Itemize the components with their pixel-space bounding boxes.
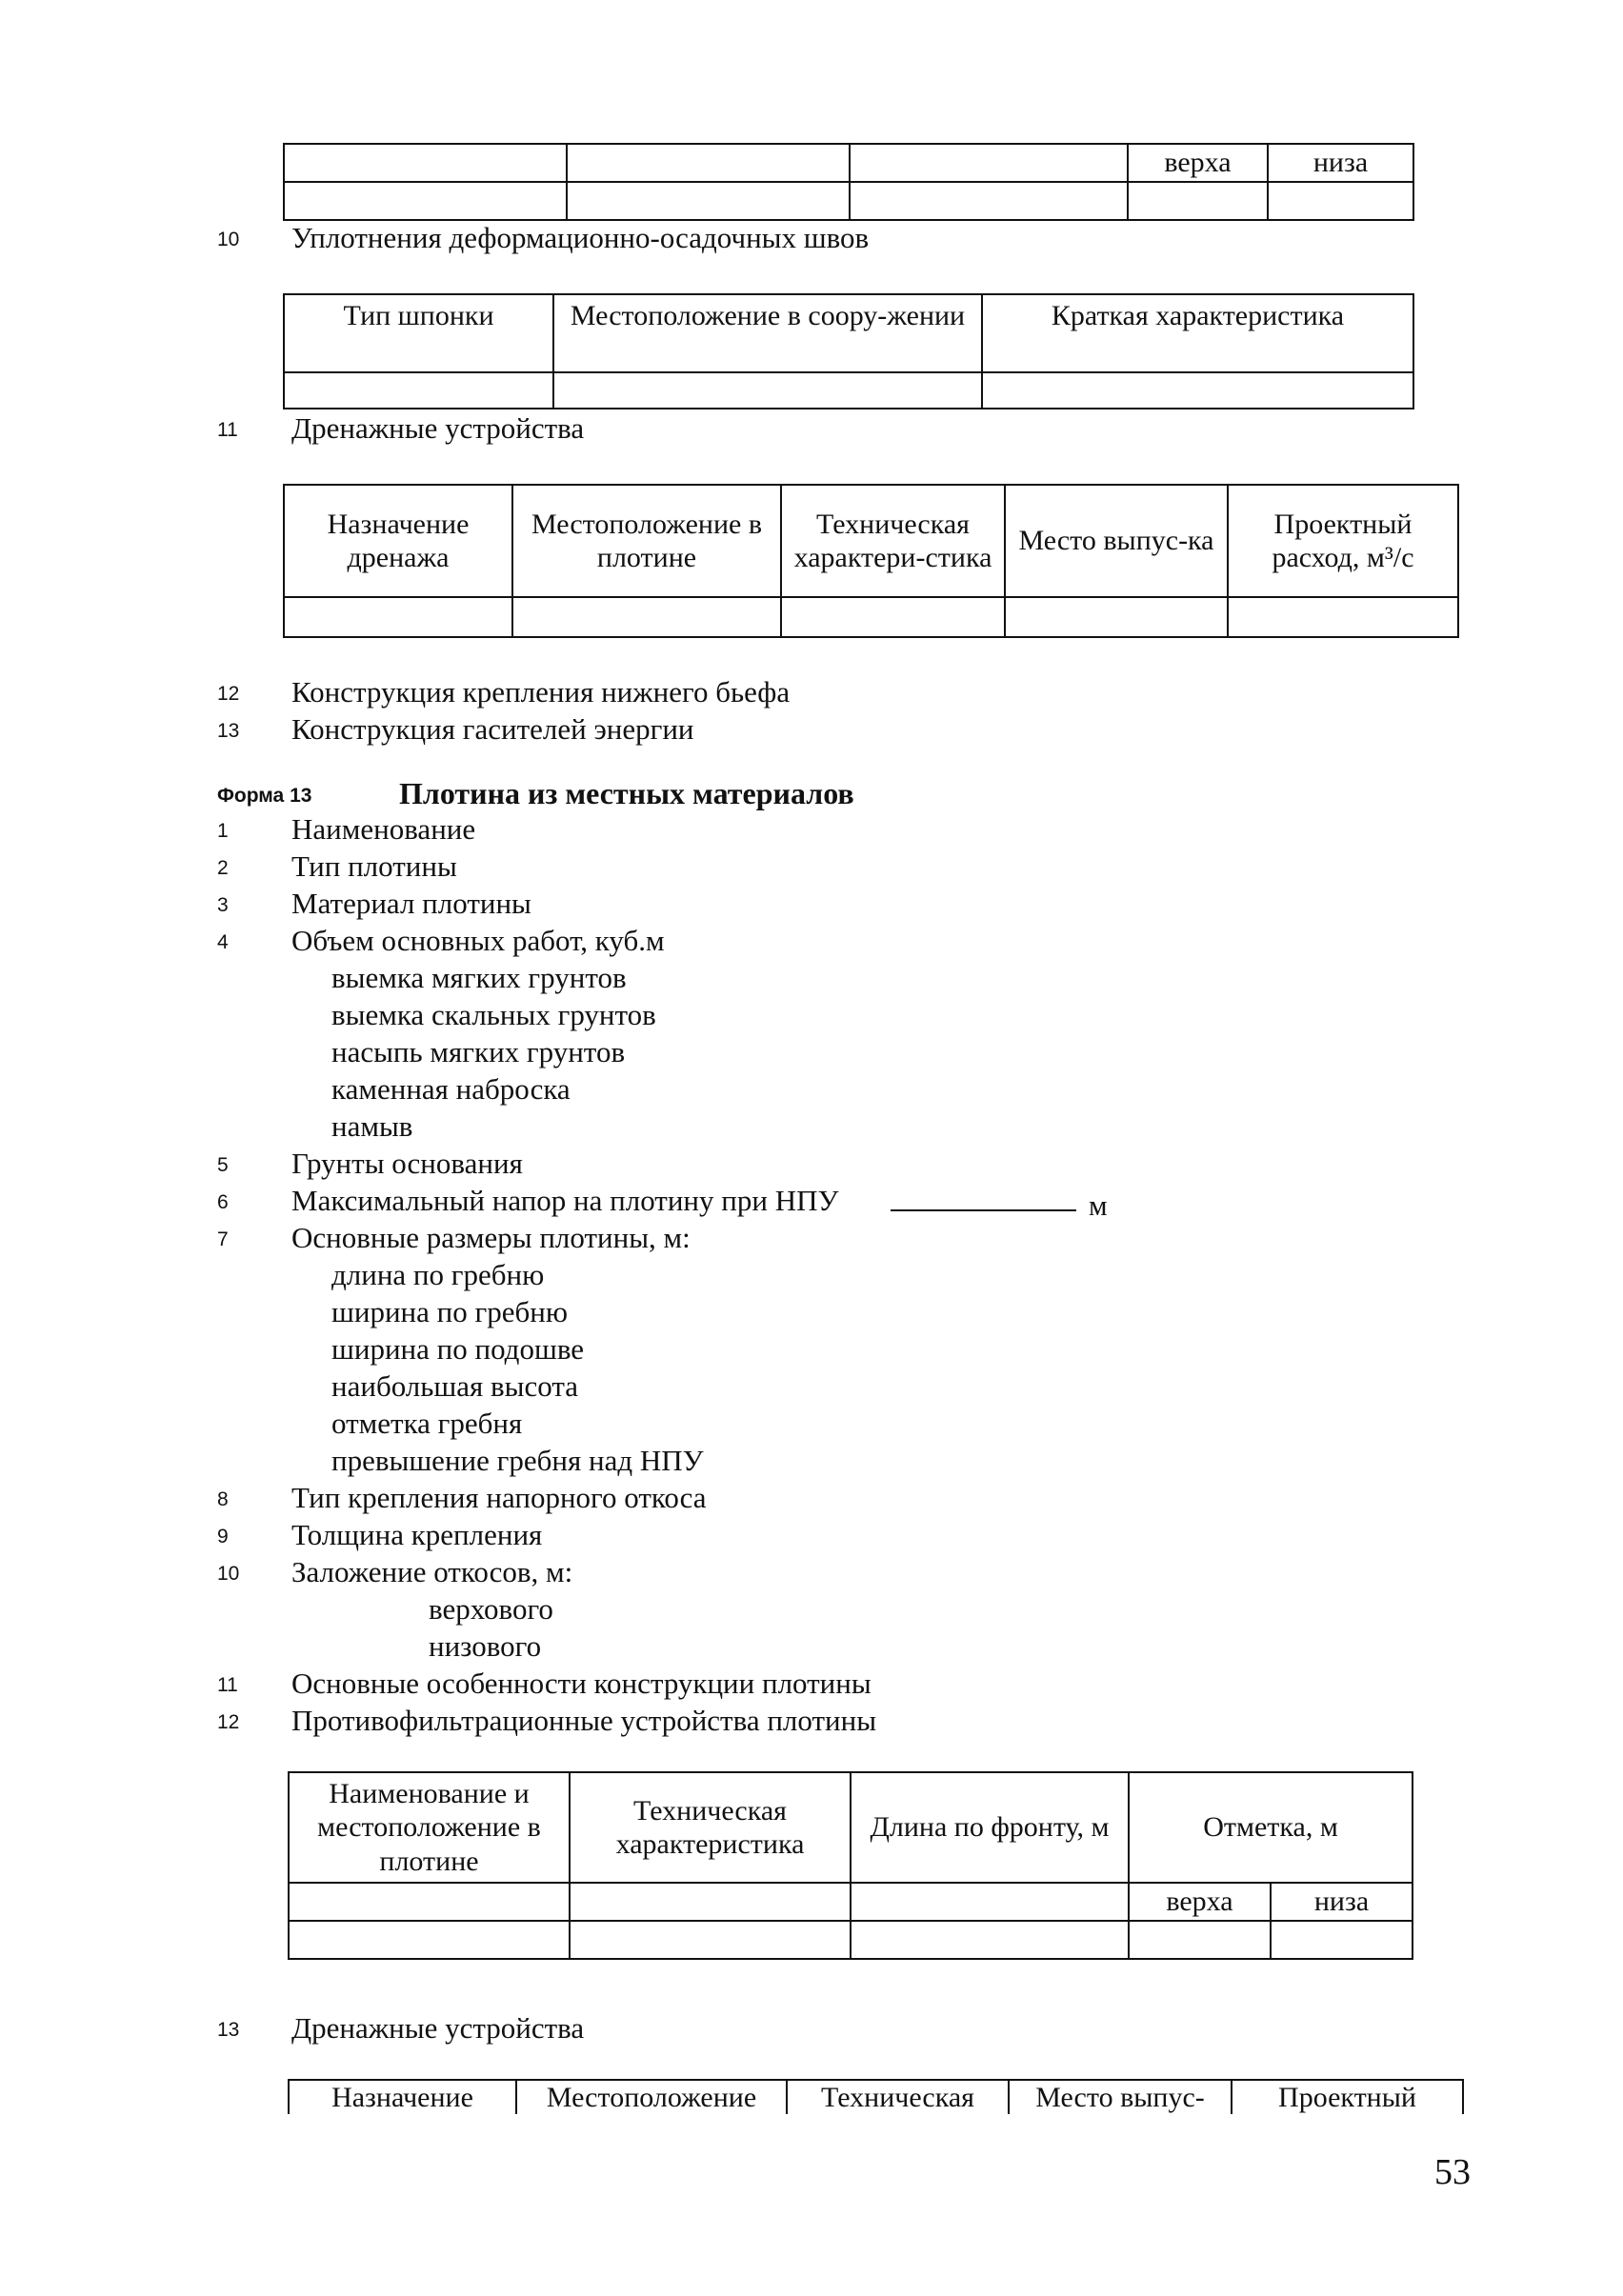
cell bbox=[1228, 597, 1458, 637]
item-text: Объем основных работ, куб.м bbox=[291, 924, 665, 957]
cell bbox=[570, 1883, 851, 1921]
item-text: Толщина крепления bbox=[291, 1518, 543, 1551]
item-text: Дренажные устройства bbox=[291, 2011, 585, 2045]
item-text: Основные особенности конструкции плотины bbox=[291, 1667, 872, 1700]
sub-item: намыв bbox=[331, 1109, 413, 1143]
header-cell: Место выпус-ка bbox=[1005, 485, 1228, 597]
header-cell: Местоположение bbox=[516, 2080, 787, 2114]
header-cell: Отметка, м bbox=[1129, 1772, 1413, 1883]
header-cell: Назначение bbox=[289, 2080, 516, 2114]
item-number: 4 bbox=[217, 931, 229, 953]
cell bbox=[567, 144, 850, 182]
item-number: 5 bbox=[217, 1154, 229, 1176]
cell-bottom-mark: низа bbox=[1268, 144, 1413, 182]
header-cell: Проектный bbox=[1232, 2080, 1463, 2114]
cell bbox=[284, 597, 512, 637]
seal-table bbox=[283, 293, 1414, 409]
cell bbox=[570, 1921, 851, 1959]
header-cell: Краткая характеристика bbox=[982, 294, 1413, 372]
unit-label: м bbox=[1089, 1188, 1108, 1222]
sub-item: низового bbox=[429, 1629, 542, 1663]
sub-item: отметка гребня bbox=[331, 1407, 523, 1440]
sub-item: наибольшая высота bbox=[331, 1369, 579, 1403]
item-number: 3 bbox=[217, 894, 229, 916]
section-heading: Конструкция гасителей энергии bbox=[291, 712, 694, 746]
cell bbox=[284, 182, 567, 220]
header-cell: Длина по фронту, м bbox=[851, 1772, 1129, 1883]
subheader-bottom-mark: низа bbox=[1271, 1883, 1413, 1921]
item-number: 8 bbox=[217, 1488, 229, 1510]
header-cell: Наименование и местоположение в плотине bbox=[289, 1772, 570, 1883]
cell bbox=[850, 182, 1128, 220]
cell bbox=[851, 1883, 1129, 1921]
sub-item: выемка мягких грунтов bbox=[331, 961, 627, 994]
section-heading: Уплотнения деформационно-осадочных швов bbox=[291, 221, 870, 254]
sub-item: каменная наброска bbox=[331, 1072, 571, 1106]
header-cell: Место выпус- bbox=[1009, 2080, 1232, 2114]
cell bbox=[1129, 1921, 1271, 1959]
sub-item: длина по гребню bbox=[331, 1258, 545, 1291]
sub-item: выемка скальных грунтов bbox=[331, 998, 656, 1031]
sub-item: насыпь мягких грунтов bbox=[331, 1035, 626, 1068]
form-title: Плотина из местных материалов bbox=[399, 776, 854, 810]
drain-table-1 bbox=[283, 484, 1459, 638]
cell bbox=[284, 372, 553, 409]
item-number: 9 bbox=[217, 1526, 229, 1547]
item-text: Тип плотины bbox=[291, 849, 457, 883]
cell bbox=[781, 597, 1005, 637]
cell bbox=[553, 372, 982, 409]
header-cell: Местоположение в плотине bbox=[512, 485, 781, 597]
item-number: 13 bbox=[217, 2019, 240, 2041]
item-text: Наименование bbox=[291, 812, 476, 846]
header-cell: Техническая характери-стика bbox=[781, 485, 1005, 597]
item-text: Максимальный напор на плотину при НПУ bbox=[291, 1184, 839, 1217]
item-text: Тип крепления напорного откоса bbox=[291, 1481, 707, 1514]
item-text: Материал плотины bbox=[291, 887, 531, 920]
cell bbox=[289, 1883, 570, 1921]
item-number: 7 bbox=[217, 1228, 229, 1250]
header-cell: Назначение дренажа bbox=[284, 485, 512, 597]
item-text: Грунты основания bbox=[291, 1147, 523, 1180]
cell bbox=[850, 144, 1128, 182]
cell bbox=[284, 144, 567, 182]
item-number: 2 bbox=[217, 857, 229, 879]
header-cell: Техническая характеристика bbox=[570, 1772, 851, 1883]
section-number: 10 bbox=[217, 229, 240, 250]
cell bbox=[289, 1921, 570, 1959]
section-heading: Дренажные устройства bbox=[291, 411, 585, 445]
page-number: 53 bbox=[1434, 2152, 1471, 2192]
header-cell: Проектный расход, м³/с bbox=[1228, 485, 1458, 597]
cell bbox=[1271, 1921, 1413, 1959]
section-heading: Конструкция крепления нижнего бьефа bbox=[291, 675, 791, 709]
sub-item: верхового bbox=[429, 1592, 553, 1626]
item-text: Основные размеры плотины, м: bbox=[291, 1221, 691, 1254]
top-partial-table bbox=[283, 143, 1414, 221]
cell bbox=[982, 372, 1413, 409]
section-number: 13 bbox=[217, 720, 240, 742]
cell bbox=[512, 597, 781, 637]
item-text: Противофильтрационные устройства плотины bbox=[291, 1704, 877, 1737]
header-cell: Тип шпонки bbox=[284, 294, 553, 372]
cell bbox=[851, 1921, 1129, 1959]
item-text: Заложение откосов, м: bbox=[291, 1555, 573, 1588]
section-number: 12 bbox=[217, 683, 240, 705]
antifiltration-table bbox=[288, 1771, 1413, 1960]
item-number: 12 bbox=[217, 1711, 240, 1733]
drain-table-2 bbox=[288, 2079, 1464, 2114]
cell bbox=[1005, 597, 1228, 637]
cell bbox=[1128, 182, 1268, 220]
form-label: Форма 13 bbox=[217, 785, 312, 807]
sub-item: ширина по подошве bbox=[331, 1332, 585, 1366]
header-cell: Местоположение в соору-жении bbox=[553, 294, 982, 372]
header-cell: Техническая bbox=[787, 2080, 1009, 2114]
item-number: 1 bbox=[217, 820, 229, 842]
item-number: 6 bbox=[217, 1191, 229, 1213]
sub-item: ширина по гребню bbox=[331, 1295, 568, 1328]
fill-in-line bbox=[891, 1209, 1076, 1211]
section-number: 11 bbox=[217, 419, 238, 441]
cell bbox=[567, 182, 850, 220]
cell-top-mark: верха bbox=[1128, 144, 1268, 182]
subheader-top-mark: верха bbox=[1129, 1883, 1271, 1921]
cell bbox=[1268, 182, 1413, 220]
sub-item: превышение гребня над НПУ bbox=[331, 1444, 704, 1477]
item-number: 11 bbox=[217, 1674, 238, 1696]
item-number: 10 bbox=[217, 1563, 240, 1585]
